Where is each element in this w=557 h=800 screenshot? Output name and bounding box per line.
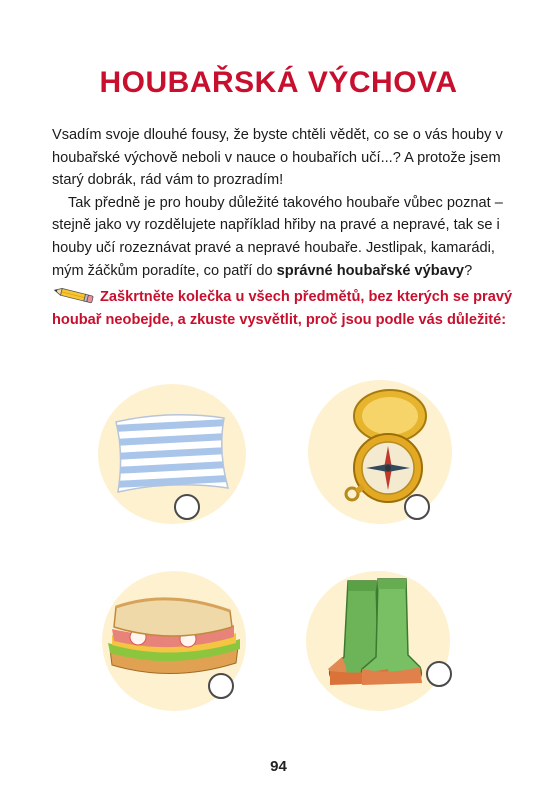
intro-paragraph-2: Tak předně je pro houby důležité takového houbaře vůbec poznat – stejně jako vy rozdělujete například hřiby na pravé a nepravé, tak se i houby učí rozeznávat pravé a nepravé houbaře. Jestlipak, kamarádi, mým žáčkům poradíte, co patří do správné houbařské výbavy? xyxy=(52,194,503,279)
check-circle-rubber-boots[interactable] xyxy=(426,661,452,687)
item-pillow xyxy=(86,374,256,534)
intro-text xyxy=(52,124,512,282)
check-circle-compass[interactable] xyxy=(404,494,430,520)
intro-paragraph-1: Vsadím svoje dlouhé fousy, že byste chtěli vědět, co se o vás houby v houbařské výchově neboli v nauce o houbařích učí...? A protože jsem starý dobrák, rád vám to prozradím! xyxy=(52,127,503,189)
page-title: HOUBAŘSKÁ VÝCHOVA xyxy=(99,66,458,99)
sandwich-icon xyxy=(98,585,248,685)
item-rubber-boots xyxy=(296,565,466,725)
pillow-icon xyxy=(106,408,236,498)
compass-icon xyxy=(308,382,448,512)
pencil-icon xyxy=(52,286,96,304)
check-circle-pillow[interactable] xyxy=(174,494,200,520)
item-compass xyxy=(298,374,468,534)
check-circle-sandwich[interactable] xyxy=(208,673,234,699)
rubber-boots-icon xyxy=(308,571,438,696)
intro-highlight: správné houbařské výbavy xyxy=(276,262,465,279)
task-instruction xyxy=(52,286,522,331)
item-sandwich xyxy=(92,565,262,725)
page-number: 94 xyxy=(270,758,287,775)
task-text: Zaškrtněte kolečka u všech předmětů, bez kterých se pravý houbař neobejde, a zkuste vysvětlit, proč jsou podle vás důležité: xyxy=(52,289,513,328)
